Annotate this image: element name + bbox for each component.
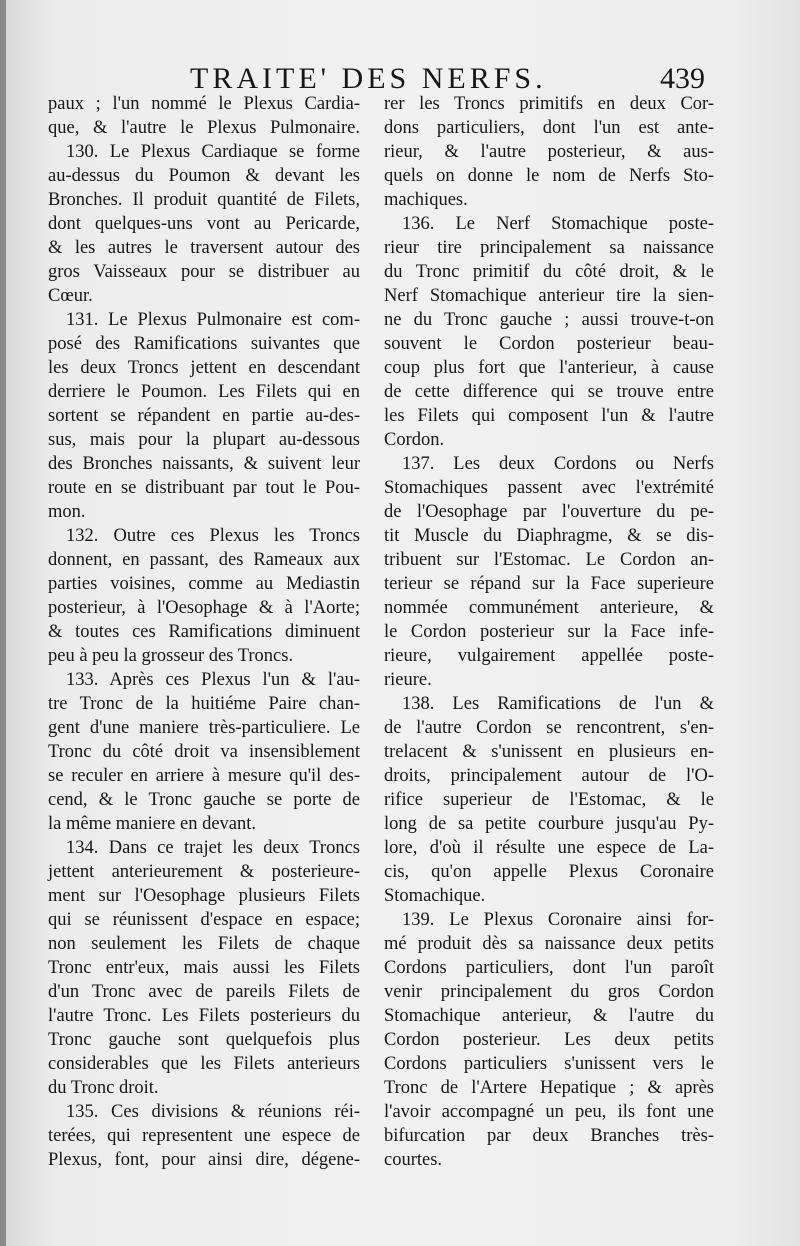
text-line: rifice superieur de l'Estomac, & le <box>384 790 714 810</box>
text-line: gros Vaisseaux pour se distribuer au <box>48 262 360 282</box>
text-line: l'avoir accompagné un peu, ils font une <box>384 1102 714 1122</box>
text-line: mon. <box>48 502 86 522</box>
text-line: quels on donne le nom de Nerfs Sto- <box>384 166 714 186</box>
text-line: sortent se répandent en partie au-des- <box>48 406 360 426</box>
text-line: ne du Tronc gauche ; aussi trouve-t-on <box>384 310 714 330</box>
text-line: considerables que les Filets anterieurs <box>48 1054 360 1074</box>
text-line: Tronc de l'Artere Hepatique ; & après <box>384 1078 714 1098</box>
text-line: se reculer en arriere à mesure qu'il des- <box>48 766 360 786</box>
text-line: l'autre Tronc. Les Filets posterieurs du <box>48 1006 360 1026</box>
text-line: de l'Oesophage par l'ouverture du pe- <box>384 502 714 522</box>
text-line: que, & l'autre le Plexus Pulmonaire. <box>48 118 360 138</box>
text-line: Tronc entr'eux, mais aussi les Filets <box>48 958 360 978</box>
text-line: le Cordon posterieur sur la Face infe- <box>384 622 714 642</box>
text-line: route en se distribuant par tout le Pou- <box>48 478 360 498</box>
text-line: Cœur. <box>48 286 93 306</box>
text-line: 134. Dans ce trajet les deux Troncs <box>66 838 360 858</box>
page-title: TRAITE' DES NERFS. <box>190 62 547 95</box>
running-head <box>6 56 800 96</box>
text-line: tribuent sur l'Estomac. Le Cordon an- <box>384 550 714 570</box>
text-line: trelacent & s'unissent en plusieurs en- <box>384 742 714 762</box>
text-line: sus, mais pour la plupart au-dessous <box>48 430 360 450</box>
text-line: bifurcation par deux Branches très- <box>384 1126 714 1146</box>
text-line: souvent le Cordon posterieur beau- <box>384 334 714 354</box>
text-line: peu à peu la grosseur des Troncs. <box>48 646 294 666</box>
text-line: lore, d'où il résulte une espece de La- <box>384 838 714 858</box>
text-line: donnent, en passant, des Rameaux aux <box>48 550 360 570</box>
text-line: non seulement les Filets de chaque <box>48 934 360 954</box>
text-line: droits, principalement autour de l'O- <box>384 766 714 786</box>
text-line: Stomachique. <box>384 886 486 906</box>
text-line: derriere le Poumon. Les Filets qui en <box>48 382 360 402</box>
text-line: Stomachiques passent avec l'extrémité <box>384 478 714 498</box>
text-line: gent d'une maniere très-particuliere. Le <box>48 718 360 738</box>
text-line: Cordon. <box>384 430 445 450</box>
text-line: qui se réunissent d'espace en espace; <box>48 910 360 930</box>
text-line: 139. Le Plexus Coronaire ainsi for- <box>402 910 714 930</box>
text-line: 136. Le Nerf Stomachique poste- <box>402 214 714 234</box>
text-line: terieur se répand sur la Face superieure <box>384 574 714 594</box>
text-line: posé des Ramifications suivantes que <box>48 334 360 354</box>
text-line: Tronc du côté droit va insensiblement <box>48 742 360 762</box>
text-line: de cette difference qui se trouve entre <box>384 382 714 402</box>
text-line: 135. Ces divisions & réunions réi- <box>66 1102 360 1122</box>
text-line: cend, & le Tronc gauche se porte de <box>48 790 360 810</box>
text-line: Stomachique anterieur, & l'autre du <box>384 1006 714 1026</box>
text-line: Tronc gauche sont quelquefois plus <box>48 1030 360 1050</box>
text-line: les Filets qui composent l'un & l'autre <box>384 406 714 426</box>
left-column <box>48 92 360 1172</box>
page-number: 439 <box>660 62 705 95</box>
text-line: coup plus fort que l'anterieur, à cause <box>384 358 714 378</box>
right-column <box>384 92 714 1172</box>
text-line: 130. Le Plexus Cardiaque se forme <box>66 142 360 162</box>
text-line: Plexus, font, pour ainsi dire, dégene- <box>48 1150 360 1170</box>
text-line: dons particuliers, dont l'un est ante- <box>384 118 714 138</box>
text-line: rer les Troncs primitifs en deux Cor- <box>384 94 714 114</box>
text-line: rieur tire principalement sa naissance <box>384 238 714 258</box>
text-line: terées, qui representent une espece de <box>48 1126 360 1146</box>
text-line: long de sa petite courbure jusqu'au Py- <box>384 814 714 834</box>
text-line: courtes. <box>384 1150 443 1170</box>
text-line: & toutes ces Ramifications diminuent <box>48 622 360 642</box>
text-line: venir principalement du gros Cordon <box>384 982 714 1002</box>
text-line: 138. Les Ramifications de l'un & <box>402 694 714 714</box>
text-line: ment sur l'Oesophage plusieurs Filets <box>48 886 360 906</box>
text-line: jettent anterieurement & posterieure- <box>48 862 360 882</box>
text-line: de l'autre Cordon se rencontrent, s'en- <box>384 718 714 738</box>
text-line: 133. Après ces Plexus l'un & l'au- <box>66 670 360 690</box>
text-line: & les autres le traversent autour des <box>48 238 360 258</box>
text-line: la même maniere en devant. <box>48 814 257 834</box>
text-line: nommée communément anterieure, & <box>384 598 714 618</box>
text-line: Cordons particuliers s'unissent vers le <box>384 1054 714 1074</box>
text-line: posterieur, à l'Oesophage & à l'Aorte; <box>48 598 360 618</box>
text-line: rieure, vulgairement appellée poste- <box>384 646 714 666</box>
text-line: rieure. <box>384 670 432 690</box>
text-line: Nerf Stomachique anterieur tire la sien- <box>384 286 714 306</box>
text-line: au-dessus du Poumon & devant les <box>48 166 360 186</box>
text-line: des Bronches naissants, & suivent leur <box>48 454 360 474</box>
text-line: Bronches. Il produit quantité de Filets, <box>48 190 360 210</box>
text-line: dont quelques-uns vont au Pericarde, <box>48 214 360 234</box>
text-line: rieur, & l'autre posterieur, & aus- <box>384 142 714 162</box>
text-line: 137. Les deux Cordons ou Nerfs <box>402 454 714 474</box>
text-line: cis, qu'on appelle Plexus Coronaire <box>384 862 714 882</box>
text-line: parties voisines, comme au Mediastin <box>48 574 360 594</box>
text-line: mé produit dès sa naissance deux petits <box>384 934 714 954</box>
text-line: 131. Le Plexus Pulmonaire est com- <box>66 310 360 330</box>
text-line: paux ; l'un nommé le Plexus Cardia- <box>48 94 360 114</box>
text-line: tre Tronc de la huitiéme Paire chan- <box>48 694 360 714</box>
text-line: les deux Troncs jettent en descendant <box>48 358 360 378</box>
book-page <box>6 0 800 1246</box>
text-line: tit Muscle du Diaphragme, & se dis- <box>384 526 714 546</box>
text-line: 132. Outre ces Plexus les Troncs <box>66 526 360 546</box>
text-line: du Tronc droit. <box>48 1078 159 1098</box>
text-line: Cordon posterieur. Les deux petits <box>384 1030 714 1050</box>
text-line: Cordons particuliers, dont l'un paroît <box>384 958 714 978</box>
text-line: machiques. <box>384 190 468 210</box>
text-line: d'un Tronc avec de pareils Filets de <box>48 982 360 1002</box>
text-line: du Tronc primitif du côté droit, & le <box>384 262 714 282</box>
